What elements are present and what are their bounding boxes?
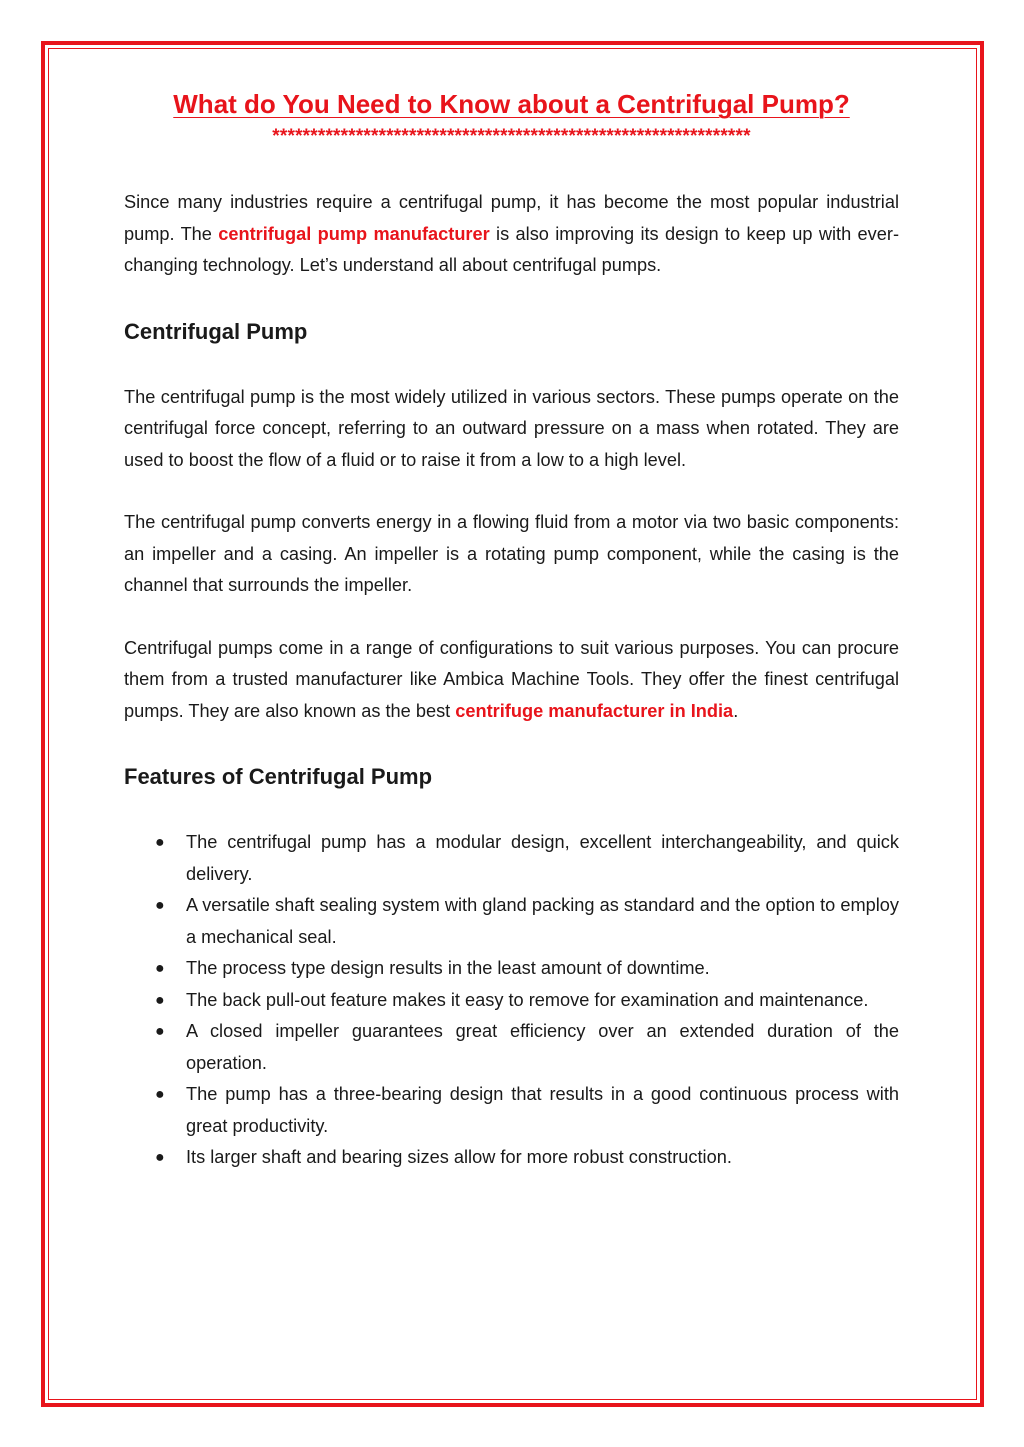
list-item — [124, 1142, 899, 1174]
feature-text: The pump has a three-bearing design that results in a good continuous process with great productivity. — [186, 1084, 899, 1136]
feature-text: A versatile shaft sealing system with gland packing as standard and the option to employ a mechanical seal. — [186, 895, 899, 947]
para3-text-before: Centrifugal pumps come in a range of configurations to suit various purposes. You can procure them from a trusted manufacturer like Ambica Machine Tools. They offer the finest centrifugal pumps. They are also known as the best — [124, 637, 899, 721]
centrifuge-manufacturer-link[interactable]: centrifuge manufacturer in India — [455, 700, 734, 721]
bullet-icon: ● — [155, 834, 165, 851]
document-content — [124, 84, 899, 1174]
feature-text: The process type design results in the least amount of downtime. — [186, 958, 710, 978]
page-title: What do You Need to Know about a Centrifugal Pump? — [173, 89, 850, 119]
bullet-icon: ● — [155, 960, 165, 977]
feature-text: Its larger shaft and bearing sizes allow for more robust construction. — [186, 1147, 732, 1167]
intro-paragraph — [124, 187, 899, 282]
centrifugal-pump-manufacturer-link[interactable]: centrifugal pump manufacturer — [218, 223, 490, 244]
bullet-icon: ● — [155, 991, 165, 1009]
centrifugal-pump-paragraph-1: The centrifugal pump is the most widely utilized in various sectors. These pumps operate on the centrifugal force concept, referring to an outward pressure on a mass when rotated. They are used to boost the flow of a fluid or to raise it from a low to a high level. — [124, 386, 899, 470]
bullet-icon: ● — [155, 897, 165, 914]
list-item — [124, 1079, 899, 1142]
intro-text-after: is also improving its design to keep up with ever-changing technology. Let’s understand all about centrifugal pumps. — [124, 223, 899, 275]
title-divider-stars: *************************************************************** — [272, 126, 751, 147]
centrifugal-pump-paragraph-3 — [124, 633, 899, 728]
feature-text: The back pull-out feature makes it easy to remove for examination and maintenance. — [186, 989, 869, 1010]
bullet-icon: ● — [155, 1086, 165, 1103]
section-heading-centrifugal-pump: Centrifugal Pump — [124, 318, 308, 344]
section-heading-features: Features of Centrifugal Pump — [124, 764, 433, 789]
features-list — [124, 827, 899, 1174]
list-item — [124, 827, 899, 890]
list-item — [124, 985, 899, 1017]
para3-text-after: . — [733, 700, 739, 721]
list-item — [124, 953, 899, 985]
centrifugal-pump-paragraph-2: The centrifugal pump converts energy in a flowing fluid from a motor via two basic components: an impeller and a casing. An impeller is a rotating pump component, while the casing is the channel that surrounds the impeller. — [124, 512, 899, 595]
bullet-icon: ● — [155, 1149, 165, 1166]
feature-text: A closed impeller guarantees great efficiency over an extended duration of the operation. — [186, 1021, 899, 1073]
list-item — [124, 1016, 899, 1079]
feature-text: The centrifugal pump has a modular design, excellent interchangeability, and quick delivery. — [186, 832, 899, 884]
intro-text-before: Since many industries require a centrifugal pump, it has become the most popular industrial pump. The — [124, 192, 899, 244]
bullet-icon: ● — [155, 1023, 165, 1040]
list-item — [124, 890, 899, 953]
